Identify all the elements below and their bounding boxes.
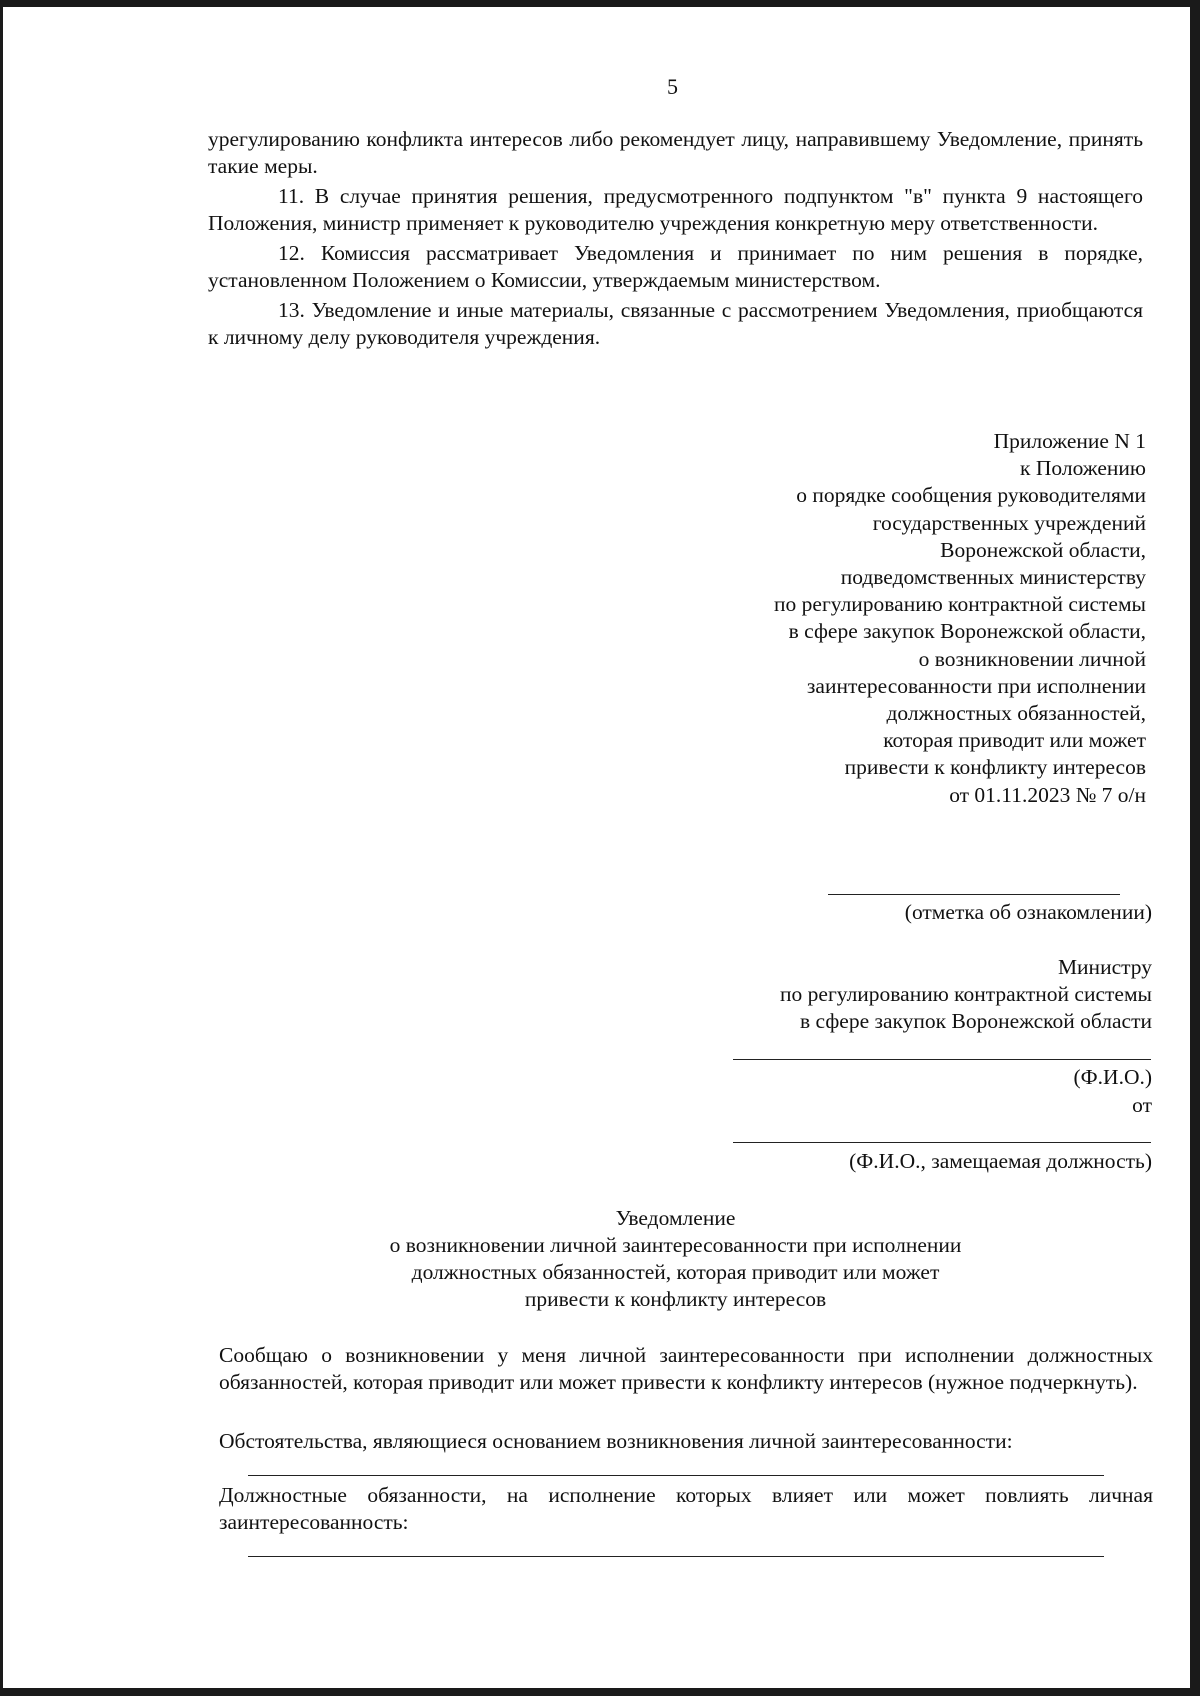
page-number: 5 bbox=[667, 74, 678, 99]
scan-border-left bbox=[0, 0, 3, 1696]
appendix-line: которая приводит или может bbox=[883, 728, 1146, 753]
paragraph-13: 13. Уведомление и иные материалы, связанные с рассмотрением Уведомления, приобщаются к личному делу руководителя учреждения. bbox=[208, 298, 1143, 349]
appendix-line: заинтересованности при исполнении bbox=[806, 673, 1146, 698]
paragraph-10-tail: урегулированию конфликта интересов либо рекомендует лицу, направившему Уведомление, принять такие меры. bbox=[208, 127, 1143, 178]
circumstances-blank-line bbox=[248, 1475, 1104, 1476]
appendix-line: к Положению bbox=[1020, 456, 1146, 481]
acknowledgement-caption: (отметка об ознакомлении) bbox=[904, 900, 1152, 924]
addressee-fio-caption: (Ф.И.О.) bbox=[1073, 1065, 1152, 1089]
appendix-line: Приложение N 1 bbox=[993, 429, 1146, 453]
paragraph-11: 11. В случае принятия решения, предусмотренного подпунктом "в" пункта 9 настоящего Положения, министр применяет к руководителю учреждения конкретную меру ответственности. bbox=[208, 184, 1143, 235]
regulation-text bbox=[208, 126, 1143, 351]
appendix-line: о порядке сообщения руководителями bbox=[796, 483, 1146, 508]
scan-border-top bbox=[0, 0, 1200, 7]
from-label: от bbox=[1132, 1093, 1152, 1117]
sender-blank-line bbox=[733, 1142, 1151, 1143]
appendix-line: государственных учреждений bbox=[872, 510, 1146, 535]
appendix-line: подведомственных министерству bbox=[840, 565, 1146, 590]
addressee-line-3: в сфере закупок Воронежской области bbox=[800, 1009, 1152, 1033]
notice-subtitle-line: должностных обязанностей, которая приводит или может bbox=[411, 1260, 940, 1284]
scan-border-right bbox=[1190, 0, 1200, 1696]
notice-subtitle-line: о возникновении личной заинтересованности при исполнении bbox=[389, 1233, 962, 1257]
notice-subtitle-line: привести к конфликту интересов bbox=[524, 1287, 827, 1311]
appendix-line: по регулированию контрактной системы bbox=[774, 592, 1146, 617]
appendix-line: от 01.11.2023 № 7 о/н bbox=[949, 782, 1146, 807]
addressee-line-2: по регулированию контрактной системы bbox=[780, 982, 1152, 1006]
appendix-header bbox=[586, 428, 1146, 809]
paragraph-12: 12. Комиссия рассматривает Уведомления и принимает по ним решения в порядке, установленном Положением о Комиссии, утверждаемым министерством. bbox=[208, 241, 1143, 292]
appendix-line: в сфере закупок Воронежской области, bbox=[788, 619, 1146, 644]
scan-border-bottom bbox=[0, 1688, 1200, 1696]
appendix-line: привести к конфликту интересов bbox=[844, 755, 1146, 780]
notice-title: Уведомление bbox=[615, 1206, 736, 1230]
duties-blank-line bbox=[248, 1556, 1104, 1557]
appendix-line: о возникновении личной bbox=[918, 646, 1146, 671]
appendix-line: должностных обязанностей, bbox=[886, 701, 1146, 726]
addressee-line-1: Министру bbox=[1057, 955, 1152, 979]
notice-statement: Сообщаю о возникновении у меня личной заинтересованности при исполнении должностных обязанностей, которая приводит или может привести к конфликту интересов (нужное подчеркнуть). bbox=[219, 1343, 1153, 1394]
duties-label: Должностные обязанности, на исполнение которых влияет или может повлиять личная заинтересованность: bbox=[219, 1483, 1153, 1534]
appendix-line: Воронежской области, bbox=[940, 537, 1146, 562]
sender-caption: (Ф.И.О., замещаемая должность) bbox=[849, 1149, 1152, 1173]
addressee-fio-blank-line bbox=[733, 1059, 1151, 1060]
notice-title-block bbox=[208, 1205, 1143, 1313]
acknowledgement-blank-line bbox=[828, 894, 1120, 895]
circumstances-label: Обстоятельства, являющиеся основанием возникновения личной заинтересованности: bbox=[219, 1429, 1013, 1453]
